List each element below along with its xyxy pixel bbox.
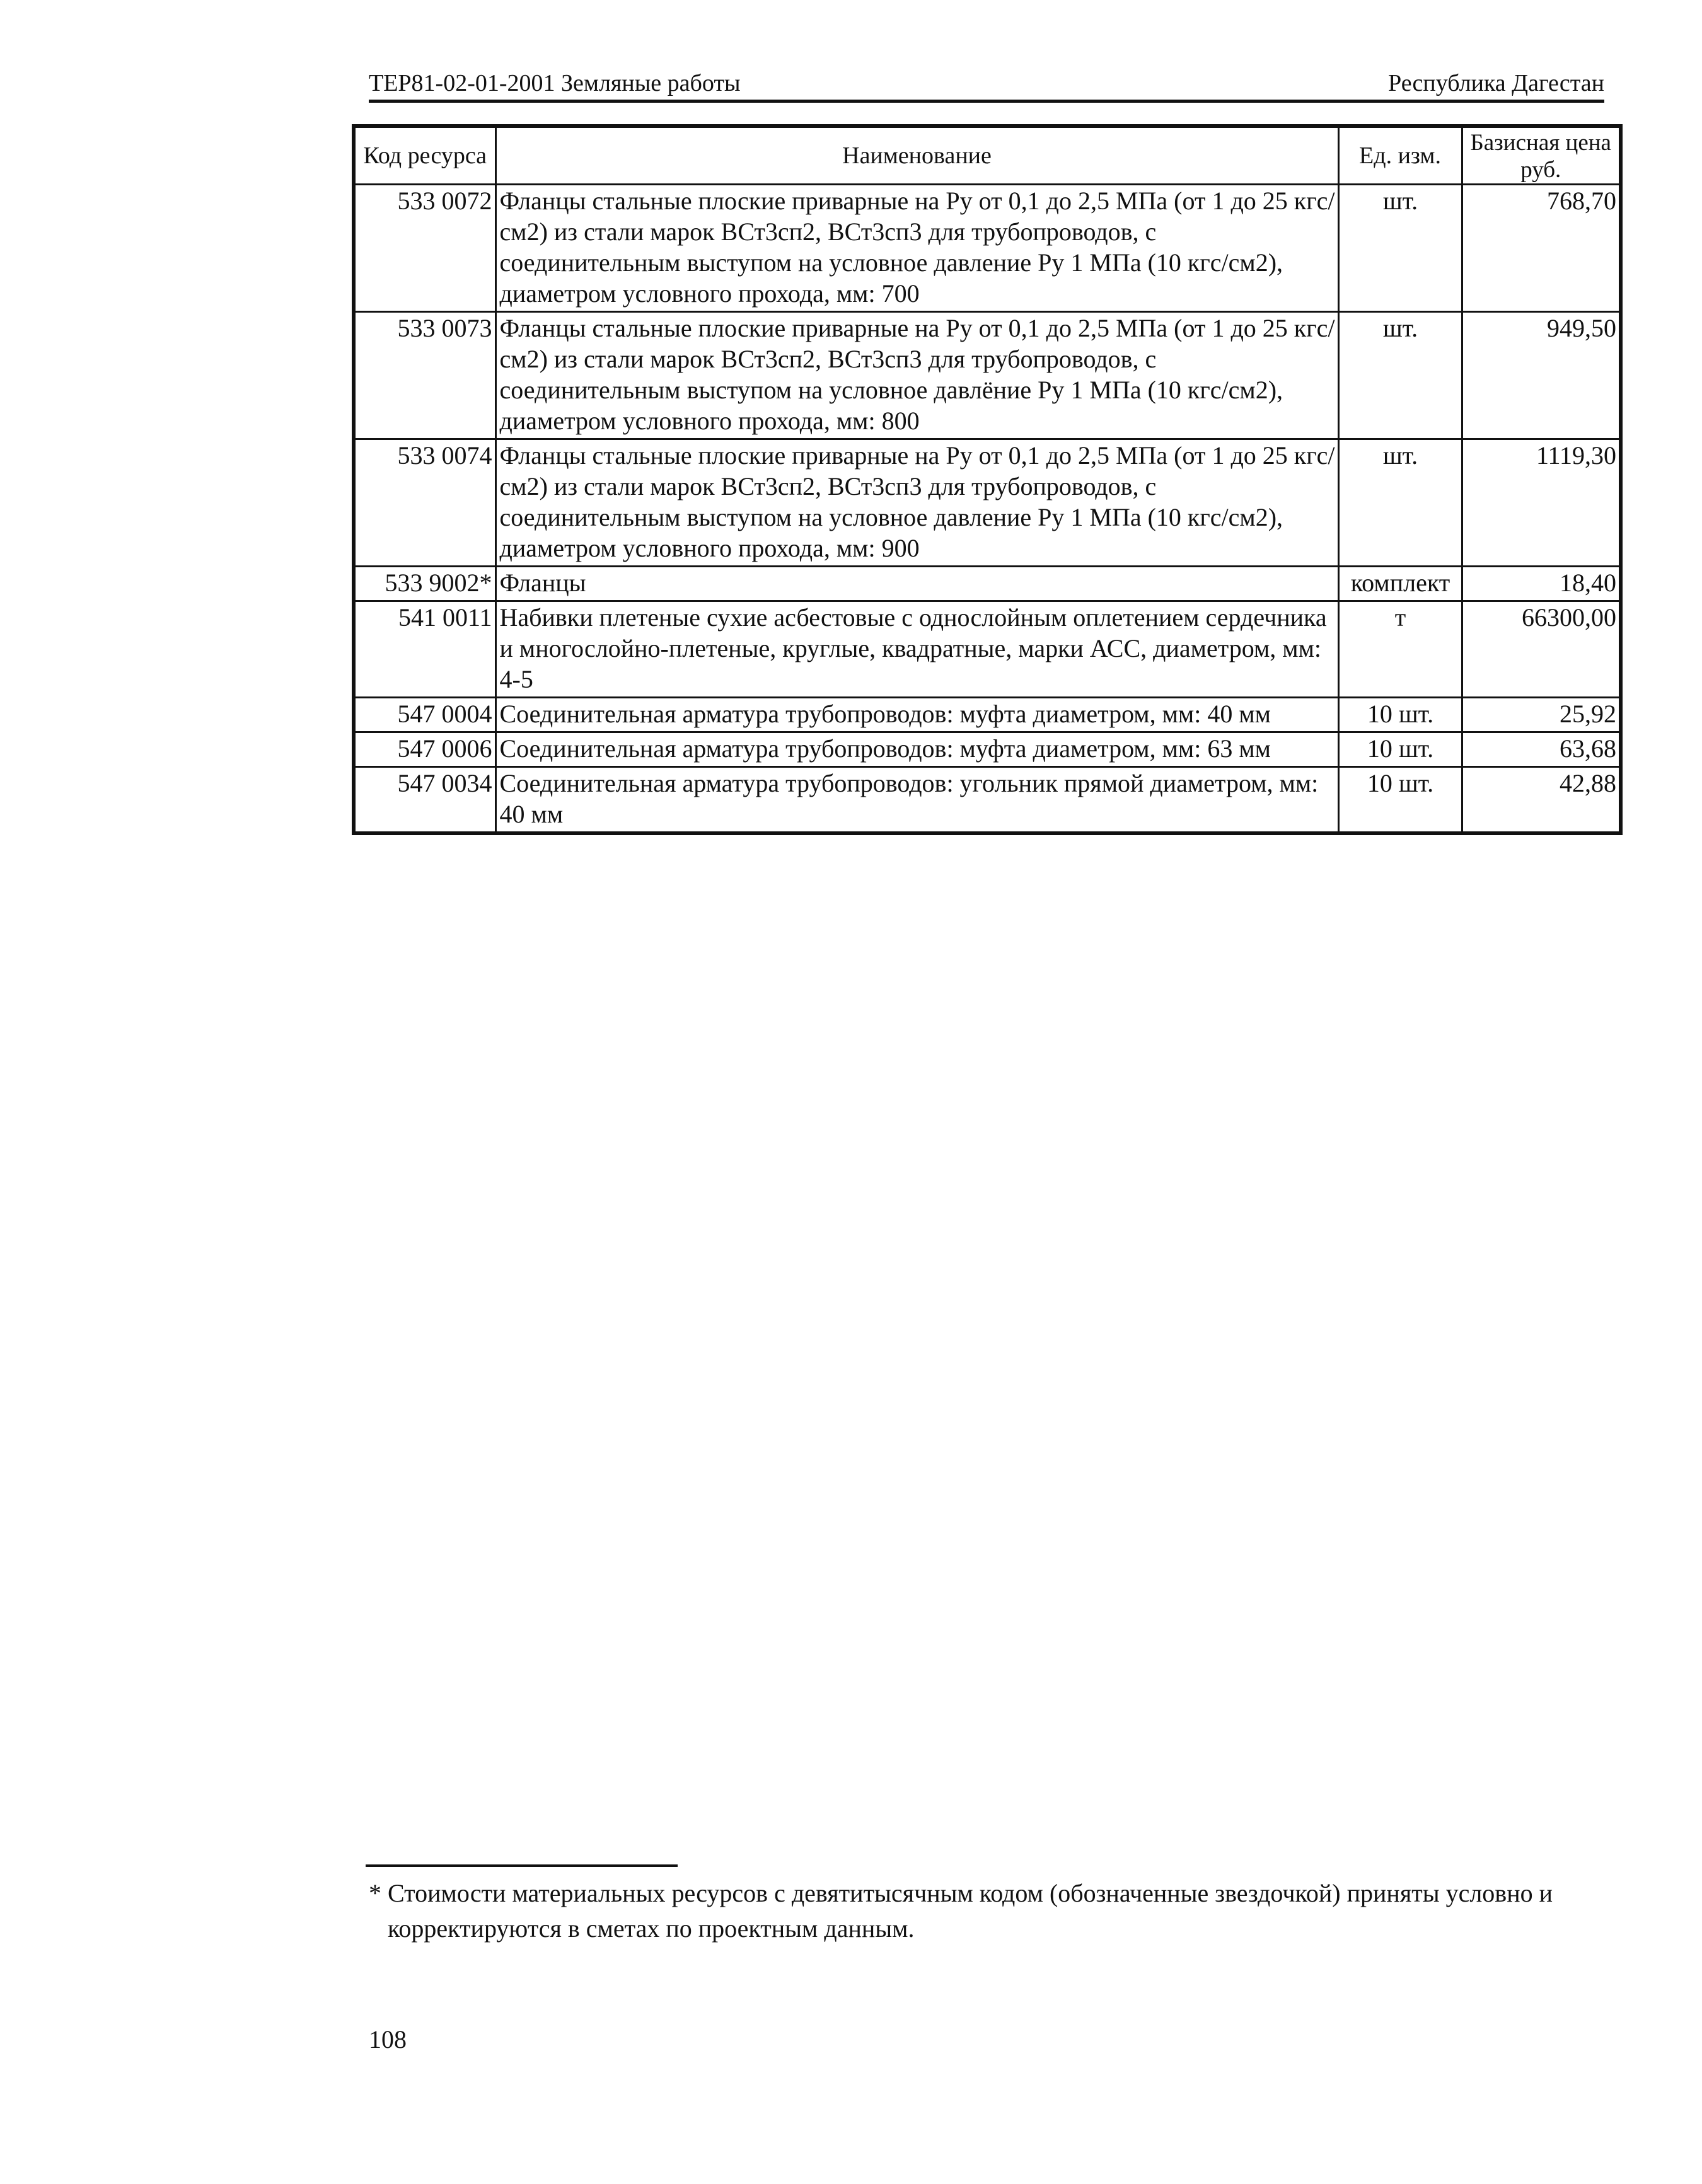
- table-row: [354, 698, 1621, 732]
- region-name: Республика Дагестан: [1388, 70, 1604, 96]
- resource-unit: шт.: [1338, 312, 1462, 439]
- resource-name: Фланцы стальные плоские приварные на Ру от 0,1 до 2,5 МПа (от 1 до 25 кгс/см2) из стали марок ВСт3сп2, ВСт3сп3 для трубопроводов, с соединительным выступом на условное давление Ру 1 МПа (10 кгс/см2), диаметром условного прохода, мм: 700: [495, 185, 1338, 312]
- resource-code: 547 0034: [354, 767, 495, 834]
- table-row: [354, 601, 1621, 698]
- footnote-separator: [366, 1864, 678, 1867]
- resource-price: 949,50: [1462, 312, 1621, 439]
- resource-price: 25,92: [1462, 698, 1621, 732]
- resource-price: 66300,00: [1462, 601, 1621, 698]
- table-row: [354, 732, 1621, 767]
- resource-name: Соединительная арматура трубопроводов: угольник прямой диаметром, мм: 40 мм: [495, 767, 1338, 834]
- resource-name: Соединительная арматура трубопроводов: муфта диаметром, мм: 40 мм: [495, 698, 1338, 732]
- table-row: [354, 439, 1621, 567]
- resource-name: Соединительная арматура трубопроводов: муфта диаметром, мм: 63 мм: [495, 732, 1338, 767]
- resource-code: 533 0074: [354, 439, 495, 567]
- table-row: [354, 312, 1621, 439]
- resource-price: 42,88: [1462, 767, 1621, 834]
- resource-code: 547 0004: [354, 698, 495, 732]
- resource-code: 533 9002*: [354, 567, 495, 601]
- column-header-code: Код ресурса: [354, 126, 495, 185]
- resource-price: 63,68: [1462, 732, 1621, 767]
- table-row: [354, 185, 1621, 312]
- resource-unit: 10 шт.: [1338, 698, 1462, 732]
- footnote: * Стоимости материальных ресурсов с девятитысячным кодом (обозначенные звездочкой) приняты условно и корректируются в сметах по проектным данным.: [369, 1879, 1553, 1943]
- resource-name: Фланцы: [495, 567, 1338, 601]
- resource-code: 547 0006: [354, 732, 495, 767]
- page-number: 108: [369, 2025, 407, 2054]
- resource-unit: 10 шт.: [1338, 767, 1462, 834]
- resource-name: Набивки плетеные сухие асбестовые с однослойным оплетением сердечника и многослойно-плетеные, круглые, квадратные, марки АСС, диаметром, мм: 4-5: [495, 601, 1338, 698]
- resource-price: 18,40: [1462, 567, 1621, 601]
- resource-name: Фланцы стальные плоские приварные на Ру от 0,1 до 2,5 МПа (от 1 до 25 кгс/см2) из стали марок ВСт3сп2, ВСт3сп3 для трубопроводов, с соединительным выступом на условное давление Ру 1 МПа (10 кгс/см2), диаметром условного прохода, мм: 900: [495, 439, 1338, 567]
- resource-unit: 10 шт.: [1338, 732, 1462, 767]
- resource-unit: шт.: [1338, 185, 1462, 312]
- resource-code: 533 0073: [354, 312, 495, 439]
- resource-name: Фланцы стальные плоские приварные на Ру от 0,1 до 2,5 МПа (от 1 до 25 кгс/см2) из стали марок ВСт3сп2, ВСт3сп3 для трубопроводов, с соединительным выступом на условное давлёние Ру 1 МПа (10 кгс/см2), диаметром условного прохода, мм: 800: [495, 312, 1338, 439]
- column-header-unit: Ед. изм.: [1338, 126, 1462, 185]
- resource-price: 768,70: [1462, 185, 1621, 312]
- resource-unit: шт.: [1338, 439, 1462, 567]
- column-header-name: Наименование: [495, 126, 1338, 185]
- page-header: [369, 63, 1604, 103]
- resource-code: 533 0072: [354, 185, 495, 312]
- resource-unit: комплект: [1338, 567, 1462, 601]
- table-row: [354, 567, 1621, 601]
- resource-code: 541 0011: [354, 601, 495, 698]
- resource-unit: т: [1338, 601, 1462, 698]
- table-row: [354, 767, 1621, 834]
- resource-price: 1119,30: [1462, 439, 1621, 567]
- column-header-price: Базисная цена руб.: [1462, 126, 1621, 185]
- document-title: ТЕР81-02-01-2001 Земляные работы: [369, 70, 741, 96]
- resources-table: [352, 124, 1623, 835]
- table-header-row: [354, 126, 1621, 185]
